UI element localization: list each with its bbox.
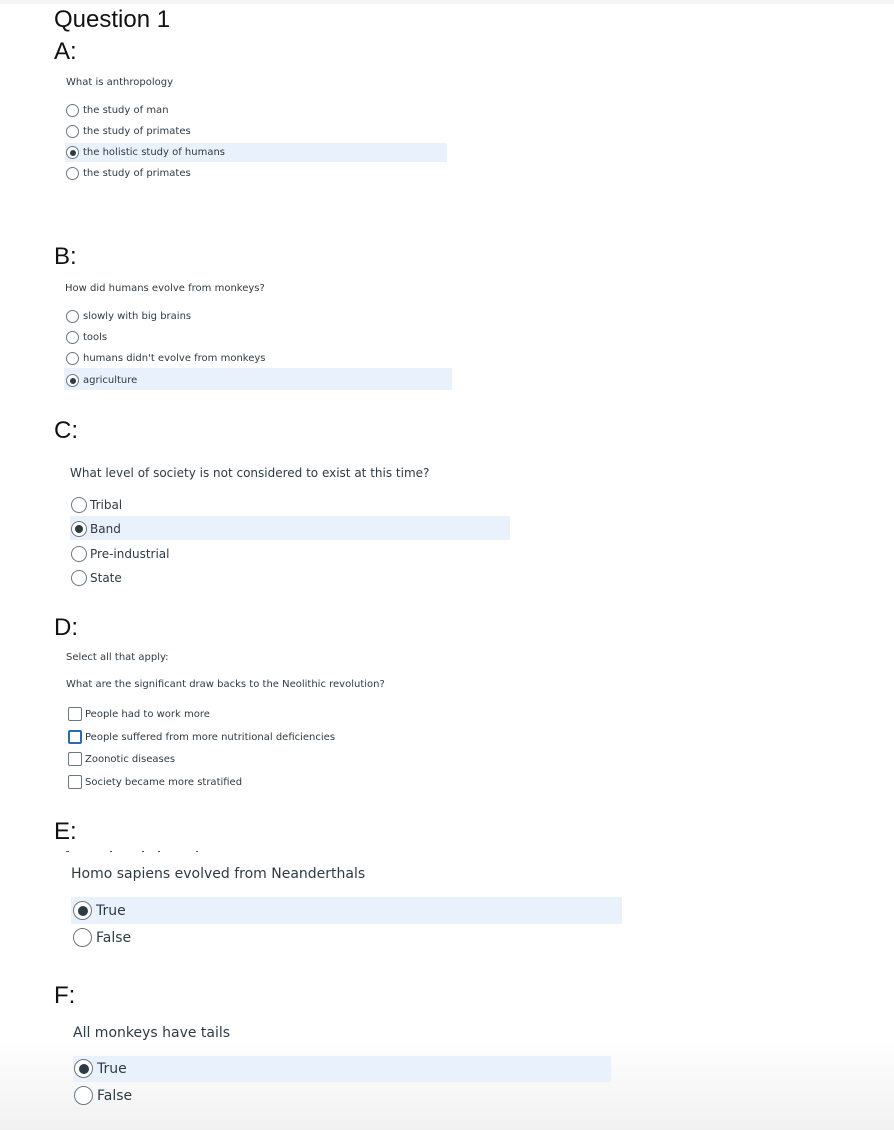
section-a-label: A:: [54, 38, 77, 65]
section-b-label: B:: [54, 243, 77, 270]
radio-button[interactable]: [71, 570, 87, 586]
section-d-instruction: Select all that apply:: [66, 652, 169, 663]
section-b-option-1[interactable]: [66, 310, 191, 323]
radio-button[interactable]: [66, 310, 79, 323]
section-e-question: Homo sapiens evolved from Neanderthals: [71, 866, 366, 882]
section-f-option-1[interactable]: [74, 1059, 127, 1078]
option-label: Zoonotic diseases: [85, 753, 176, 765]
radio-button-selected[interactable]: [66, 146, 79, 159]
option-label: Tribal: [90, 498, 123, 512]
radio-button-selected[interactable]: [74, 1059, 93, 1078]
option-label: False: [96, 929, 132, 946]
section-e-option-2[interactable]: [73, 928, 131, 947]
section-b-option-4[interactable]: [66, 374, 137, 387]
clipped-text-remnant: [110, 851, 112, 852]
section-d-option-2[interactable]: [68, 730, 335, 744]
page-title: Question 1: [54, 6, 171, 33]
section-a-option-3[interactable]: [66, 146, 225, 159]
section-f-selected-highlight: [73, 1056, 611, 1082]
option-label: Band: [90, 522, 121, 536]
section-c-question: What level of society is not considered to exist at this time?: [70, 466, 430, 480]
section-d-label: D:: [54, 614, 78, 641]
section-a-option-1[interactable]: [66, 104, 169, 117]
option-label: agriculture: [83, 375, 138, 386]
option-label: tools: [83, 332, 108, 343]
section-c-label: C:: [54, 417, 78, 444]
checkbox-focused[interactable]: [68, 730, 82, 744]
option-label: the study of man: [83, 105, 169, 116]
checkbox[interactable]: [68, 775, 82, 789]
section-c-option-1[interactable]: [71, 497, 122, 513]
option-label: slowly with big brains: [83, 311, 192, 322]
clipped-text-remnant: [142, 851, 144, 852]
radio-button-selected[interactable]: [73, 901, 92, 920]
radio-button[interactable]: [66, 352, 79, 365]
radio-button[interactable]: [73, 928, 92, 947]
section-f-label: F:: [54, 982, 76, 1009]
option-label: State: [90, 571, 122, 585]
section-b-option-3[interactable]: [66, 352, 266, 365]
option-label: False: [97, 1087, 133, 1104]
option-label: the study of primates: [83, 168, 191, 179]
radio-button[interactable]: [71, 546, 87, 562]
clipped-text-remnant: [196, 851, 198, 852]
option-label: Pre-industrial: [90, 547, 170, 561]
option-label: humans didn't evolve from monkeys: [83, 353, 266, 364]
section-e-option-1[interactable]: [73, 901, 126, 920]
clipped-text-remnant: [66, 851, 69, 852]
option-label: People suffered from more nutritional deficiencies: [85, 731, 336, 743]
checkbox[interactable]: [68, 707, 82, 721]
section-a-question: What is anthropology: [66, 77, 173, 88]
section-c-option-3[interactable]: [71, 546, 169, 562]
option-label: the study of primates: [83, 126, 191, 137]
radio-button[interactable]: [74, 1086, 93, 1105]
section-c-selected-highlight: [70, 516, 510, 540]
radio-button[interactable]: [71, 497, 87, 513]
section-a-option-2[interactable]: [66, 125, 191, 138]
radio-button[interactable]: [66, 104, 79, 117]
radio-button[interactable]: [66, 125, 79, 138]
section-a-option-4[interactable]: [66, 167, 191, 180]
option-label: True: [97, 1060, 127, 1077]
option-label: Society became more stratified: [85, 776, 243, 788]
section-b-option-2[interactable]: [66, 331, 107, 344]
top-strip: [0, 0, 894, 4]
radio-button[interactable]: [66, 331, 79, 344]
radio-button-selected[interactable]: [71, 521, 87, 537]
section-d-option-3[interactable]: [68, 752, 175, 766]
checkbox[interactable]: [68, 752, 82, 766]
radio-button-selected[interactable]: [66, 374, 79, 387]
section-b-question: How did humans evolve from monkeys?: [65, 283, 265, 294]
radio-button[interactable]: [66, 167, 79, 180]
clipped-text-remnant: [158, 851, 160, 852]
section-c-option-2[interactable]: [71, 521, 121, 537]
section-f-question: All monkeys have tails: [73, 1025, 231, 1041]
section-d-question: What are the significant draw backs to the Neolithic revolution?: [66, 679, 385, 690]
section-d-option-4[interactable]: [68, 775, 242, 789]
section-e-label: E:: [54, 818, 77, 845]
option-label: the holistic study of humans: [83, 147, 226, 158]
section-d-option-1[interactable]: [68, 707, 210, 721]
option-label: People had to work more: [85, 708, 210, 720]
section-c-option-4[interactable]: [71, 570, 122, 586]
section-f-option-2[interactable]: [74, 1086, 132, 1105]
option-label: True: [96, 902, 126, 919]
section-e-selected-highlight: [71, 897, 622, 924]
